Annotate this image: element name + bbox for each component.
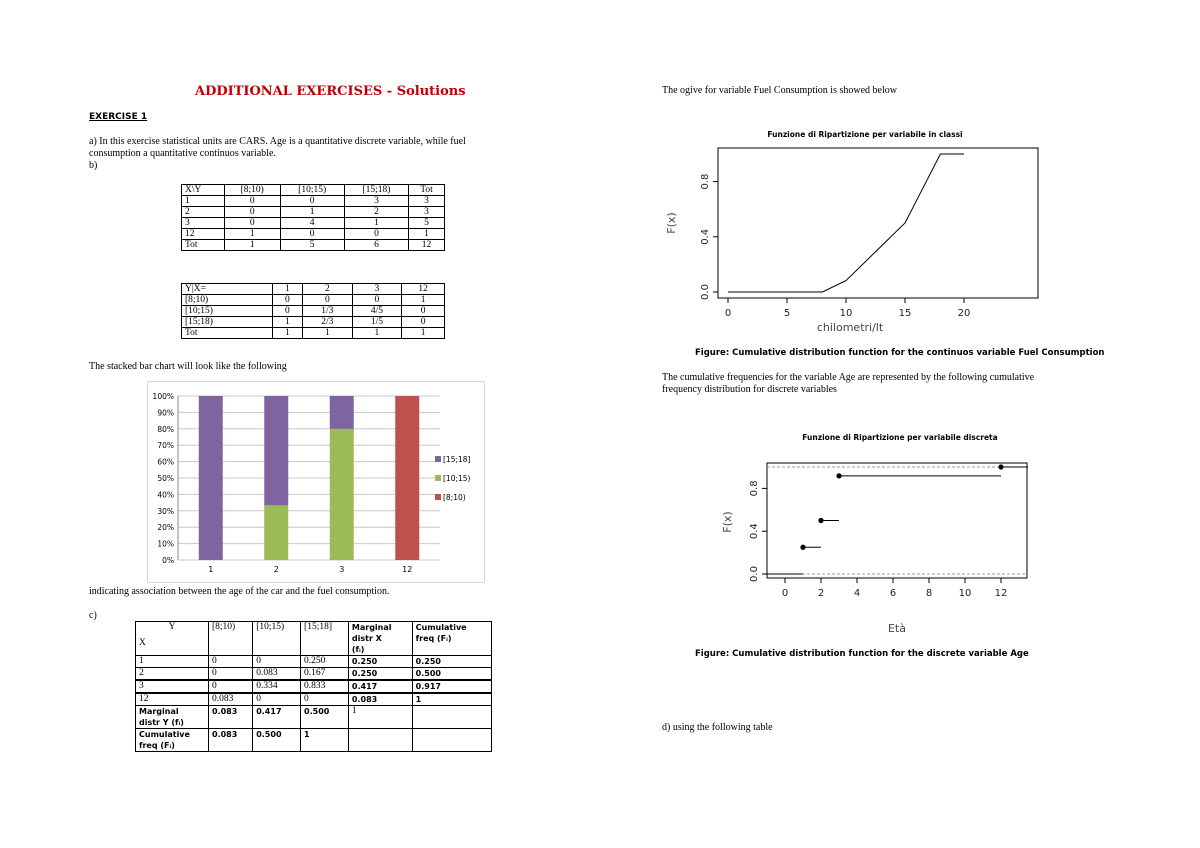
plot-frame: [718, 148, 1038, 298]
table3-cell: 1: [136, 656, 209, 668]
table1-row: [182, 240, 445, 251]
joint-frequency-table: [181, 184, 445, 251]
bar-segment: [264, 396, 288, 505]
table2-cell: Tot: [182, 328, 273, 339]
y-tick-label: 0.8: [700, 173, 711, 190]
table2-cell: [10;15): [182, 306, 273, 317]
table2-cell: 0: [272, 295, 302, 306]
table3-cell: 0.083: [253, 668, 301, 681]
x-tick-label: 3: [339, 565, 345, 574]
table1-cell: 0: [344, 229, 408, 240]
marginal-y-value: 0.083: [209, 706, 253, 729]
marginal-y-label-line2: distr Y (fᵢ): [139, 718, 184, 727]
table2-cell: 0: [402, 317, 445, 328]
paragraph-b: b): [89, 160, 98, 171]
table3-cell: 0.250: [412, 656, 491, 668]
x-tick-label: 6: [889, 588, 897, 599]
table3-cell: 0: [253, 693, 301, 706]
table1-row: [182, 196, 445, 207]
cumulative-text-line1: The cumulative frequencies for the variable Age are represented by the following cumulative: [662, 372, 1035, 383]
discrete-cdf-svg: [715, 425, 1045, 640]
table3-cell: 0.917: [412, 680, 491, 693]
bar-segment: [330, 429, 354, 560]
y-tick-label: 60%: [157, 457, 174, 467]
table1-cell: 5: [409, 218, 445, 229]
table3-cell: 0.083: [209, 693, 253, 706]
ogive-line: [728, 154, 964, 292]
plot-frame: [767, 463, 1027, 578]
chart-title: Funzione di Ripartizione per variabile in classi: [767, 130, 963, 139]
table3-row: [136, 693, 492, 706]
table2-cell: 0: [352, 295, 402, 306]
table3-cell: 0: [209, 656, 253, 668]
table2-cell: 1: [402, 328, 445, 339]
cumulative-y-value: 0.083: [209, 729, 253, 752]
bar-segment: [330, 396, 354, 429]
marginal-y-value: 0.417: [253, 706, 301, 729]
table3-cell: 0.250: [301, 656, 349, 668]
table2-cell: 12: [402, 284, 445, 295]
table3-cell: 0.500: [412, 668, 491, 681]
table2-cell: 1: [352, 328, 402, 339]
discrete-cdf-chart: [715, 425, 1045, 640]
y-tick-label: 40%: [157, 490, 174, 500]
table1-cell: 1: [182, 196, 225, 207]
table2-cell: 1/3: [303, 306, 353, 317]
empty-cell: [412, 706, 491, 729]
y-tick-label: 100%: [152, 392, 174, 401]
table1-cell: 4: [280, 218, 344, 229]
table1-cell: 1: [344, 218, 408, 229]
x-tick-label: 5: [783, 308, 791, 319]
table1-cell: 0: [280, 229, 344, 240]
legend-label: [15;18]: [443, 455, 471, 464]
table1-cell: [15;18): [344, 185, 408, 196]
table1-cell: 6: [344, 240, 408, 251]
table3-cell: 0.250: [348, 656, 412, 668]
table2-row: [182, 328, 445, 339]
x-tick-label: 12: [402, 565, 413, 574]
y-tick-label: 0.0: [749, 566, 760, 582]
y-tick-label: 0.4: [749, 523, 760, 540]
conditional-distribution-table: [181, 283, 445, 339]
table3-cell: 1: [412, 693, 491, 706]
header-marginal-line3: (fᵢ): [351, 645, 365, 654]
bar-segment: [199, 396, 223, 560]
empty-cell: [348, 729, 412, 752]
header-cumulative-line1: Cumulative: [415, 623, 467, 632]
x-tick-label: 8: [925, 588, 933, 599]
table1-cell: 0: [224, 207, 280, 218]
legend-label: [10;15): [443, 474, 471, 483]
table2-cell: 1: [272, 317, 302, 328]
table3-cell: 0.167: [301, 668, 349, 681]
cumulative-text-line2: frequency distribution for discrete variables: [662, 384, 837, 395]
stacked-bar-svg: [148, 382, 484, 582]
paragraph-c: c): [89, 610, 97, 621]
table2-cell: 1/5: [352, 317, 402, 328]
table2-cell: 0: [303, 295, 353, 306]
step-point: [998, 464, 1003, 469]
association-text: indicating association between the age of the car and the fuel consumption.: [89, 586, 390, 597]
table1-cell: 3: [409, 196, 445, 207]
table1-cell: 3: [344, 196, 408, 207]
x-tick-label: 10: [839, 308, 853, 319]
cumulative-y-label-line2: freq (Fᵢ): [139, 741, 175, 750]
ogive-chart: [660, 125, 1050, 340]
x-tick-label: 2: [273, 565, 279, 574]
table1-cell: 1: [224, 229, 280, 240]
marginal-y-value: 1: [348, 706, 412, 729]
header-cumulative-line2: freq (Fᵢ): [415, 634, 452, 643]
paragraph-a-line1: a) In this exercise statistical units are CARS. Age is a quantitative discrete variable, while fuel: [89, 136, 466, 147]
table3-cell: 0.250: [348, 668, 412, 681]
y-tick-label: 0.0: [700, 284, 711, 300]
table1-cell: [8;10): [224, 185, 280, 196]
header-c3: [15;18]: [301, 622, 349, 656]
table1-row: [182, 229, 445, 240]
table1-cell: 5: [280, 240, 344, 251]
table1-cell: 0: [280, 196, 344, 207]
table2-row: [182, 317, 445, 328]
cumulative-y-label: [136, 729, 209, 752]
table2-cell: 1: [272, 328, 302, 339]
table1-row: [182, 207, 445, 218]
table1-cell: Tot: [182, 240, 225, 251]
table3-cell: 0.833: [301, 680, 349, 693]
table1-row: [182, 185, 445, 196]
table2-row: [182, 284, 445, 295]
table3-cell: 0.083: [348, 693, 412, 706]
table3-cell: 12: [136, 693, 209, 706]
bar-segment: [264, 505, 288, 560]
figure-caption-ogive: Figure: Cumulative distribution function for the continuos variable Fuel Consumption: [695, 348, 1105, 358]
table1-cell: 1: [280, 207, 344, 218]
stacked-intro-text: The stacked bar chart will look like the following: [89, 361, 287, 372]
x-tick-label: 15: [898, 308, 912, 319]
table3-cell: 0.334: [253, 680, 301, 693]
x-tick-label: 12: [994, 588, 1008, 599]
table2-row: [182, 306, 445, 317]
y-tick-label: 90%: [157, 408, 174, 418]
marginal-y-value: 0.500: [301, 706, 349, 729]
x-axis-label: chilometri/lt: [816, 321, 884, 334]
paragraph-d: d) using the following table: [662, 722, 773, 733]
cumulative-y-label-line1: Cumulative: [139, 730, 190, 739]
stacked-bar-chart: [147, 381, 485, 583]
header-marginal-line1: Marginal: [351, 623, 392, 632]
y-tick-label: 0.8: [749, 480, 760, 497]
cumulative-y-value: 1: [301, 729, 349, 752]
legend-label: [8;10): [443, 493, 466, 502]
table1-cell: 1: [224, 240, 280, 251]
table2-cell: 1: [272, 284, 302, 295]
table1-cell: 2: [344, 207, 408, 218]
table3-row: [136, 680, 492, 693]
legend-swatch: [435, 456, 441, 462]
x-tick-label: 20: [957, 308, 971, 319]
table3-cell: 2: [136, 668, 209, 681]
table1-row: [182, 218, 445, 229]
figure-caption-discrete: Figure: Cumulative distribution function for the discrete variable Age: [695, 649, 1029, 659]
table3-cell: 0: [253, 656, 301, 668]
legend-swatch: [435, 475, 441, 481]
table2-cell: 3: [352, 284, 402, 295]
marginal-y-label: [136, 706, 209, 729]
table2-row: [182, 295, 445, 306]
table3-cell: 3: [136, 680, 209, 693]
table2-cell: [15;18): [182, 317, 273, 328]
header-yx-cell: [136, 622, 209, 656]
x-tick-label: 0: [724, 308, 732, 319]
table1-cell: 0: [224, 196, 280, 207]
page-title: ADDITIONAL EXERCISES - Solutions: [195, 84, 466, 99]
legend-swatch: [435, 494, 441, 500]
header-y: Y: [168, 622, 176, 632]
table1-cell: 2: [182, 207, 225, 218]
paragraph-a: [89, 136, 509, 172]
table1-cell: Tot: [409, 185, 445, 196]
header-marginal-x: [348, 622, 412, 656]
y-tick-label: 30%: [157, 506, 174, 516]
table2-cell: 0: [272, 306, 302, 317]
y-axis-label: F(x): [665, 212, 678, 234]
paragraph-a-line2: consumption a quantitative continuos variable.: [89, 148, 276, 159]
table1-cell: 1: [409, 229, 445, 240]
ogive-svg: [660, 125, 1050, 340]
marginal-y-label-line1: Marginal: [139, 707, 179, 716]
header-marginal-line2: distr X: [351, 634, 382, 643]
x-axis-label: Età: [887, 622, 907, 635]
table1-cell: 0: [224, 218, 280, 229]
header-cumulative: [412, 622, 491, 656]
table3-row: [136, 668, 492, 681]
y-tick-label: 0%: [162, 556, 174, 565]
table2-cell: [8;10): [182, 295, 273, 306]
y-axis-label: F(x): [721, 511, 734, 533]
table3-cell: 0.417: [348, 680, 412, 693]
step-point: [836, 473, 841, 478]
step-point: [818, 518, 823, 523]
cumulative-y-value: 0.500: [253, 729, 301, 752]
exercise-heading: EXERCISE 1: [89, 112, 148, 122]
bar-segment: [395, 396, 419, 560]
table2-cell: 1: [303, 328, 353, 339]
table2-cell: 0: [402, 306, 445, 317]
step-point: [800, 545, 805, 550]
table3-cell: 0: [209, 668, 253, 681]
table1-cell: 12: [182, 229, 225, 240]
table1-cell: 3: [182, 218, 225, 229]
cumulative-text: [662, 372, 1082, 396]
table3-row: [136, 656, 492, 668]
table2-cell: 2/3: [303, 317, 353, 328]
table1-cell: 3: [409, 207, 445, 218]
header-x: X: [139, 638, 146, 648]
x-tick-label: 10: [958, 588, 972, 599]
table1-cell: [10;15): [280, 185, 344, 196]
table2-cell: 1: [402, 295, 445, 306]
y-tick-label: 80%: [157, 424, 174, 434]
marginal-distribution-table: [135, 621, 492, 752]
table1-cell: X\Y: [182, 185, 225, 196]
table2-cell: 2: [303, 284, 353, 295]
header-c1: [8;10): [209, 622, 253, 656]
y-tick-label: 0.4: [700, 228, 711, 245]
x-tick-label: 4: [853, 588, 861, 599]
table3-cell: 0: [209, 680, 253, 693]
table1-cell: 12: [409, 240, 445, 251]
x-tick-label: 2: [817, 588, 825, 599]
table3-cell: 0: [301, 693, 349, 706]
x-tick-label: 1: [208, 565, 214, 574]
y-tick-label: 70%: [157, 441, 174, 451]
empty-cell: [412, 729, 491, 752]
ogive-intro-text: The ogive for variable Fuel Consumption is showed below: [662, 85, 897, 96]
header-c2: [10;15): [253, 622, 301, 656]
chart-title: Funzione di Ripartizione per variabile discreta: [802, 433, 998, 442]
table2-cell: 4/5: [352, 306, 402, 317]
table2-cell: Y|X=: [182, 284, 273, 295]
y-tick-label: 50%: [157, 474, 174, 483]
y-tick-label: 10%: [157, 539, 174, 549]
x-tick-label: 0: [781, 588, 789, 599]
y-tick-label: 20%: [157, 523, 174, 533]
